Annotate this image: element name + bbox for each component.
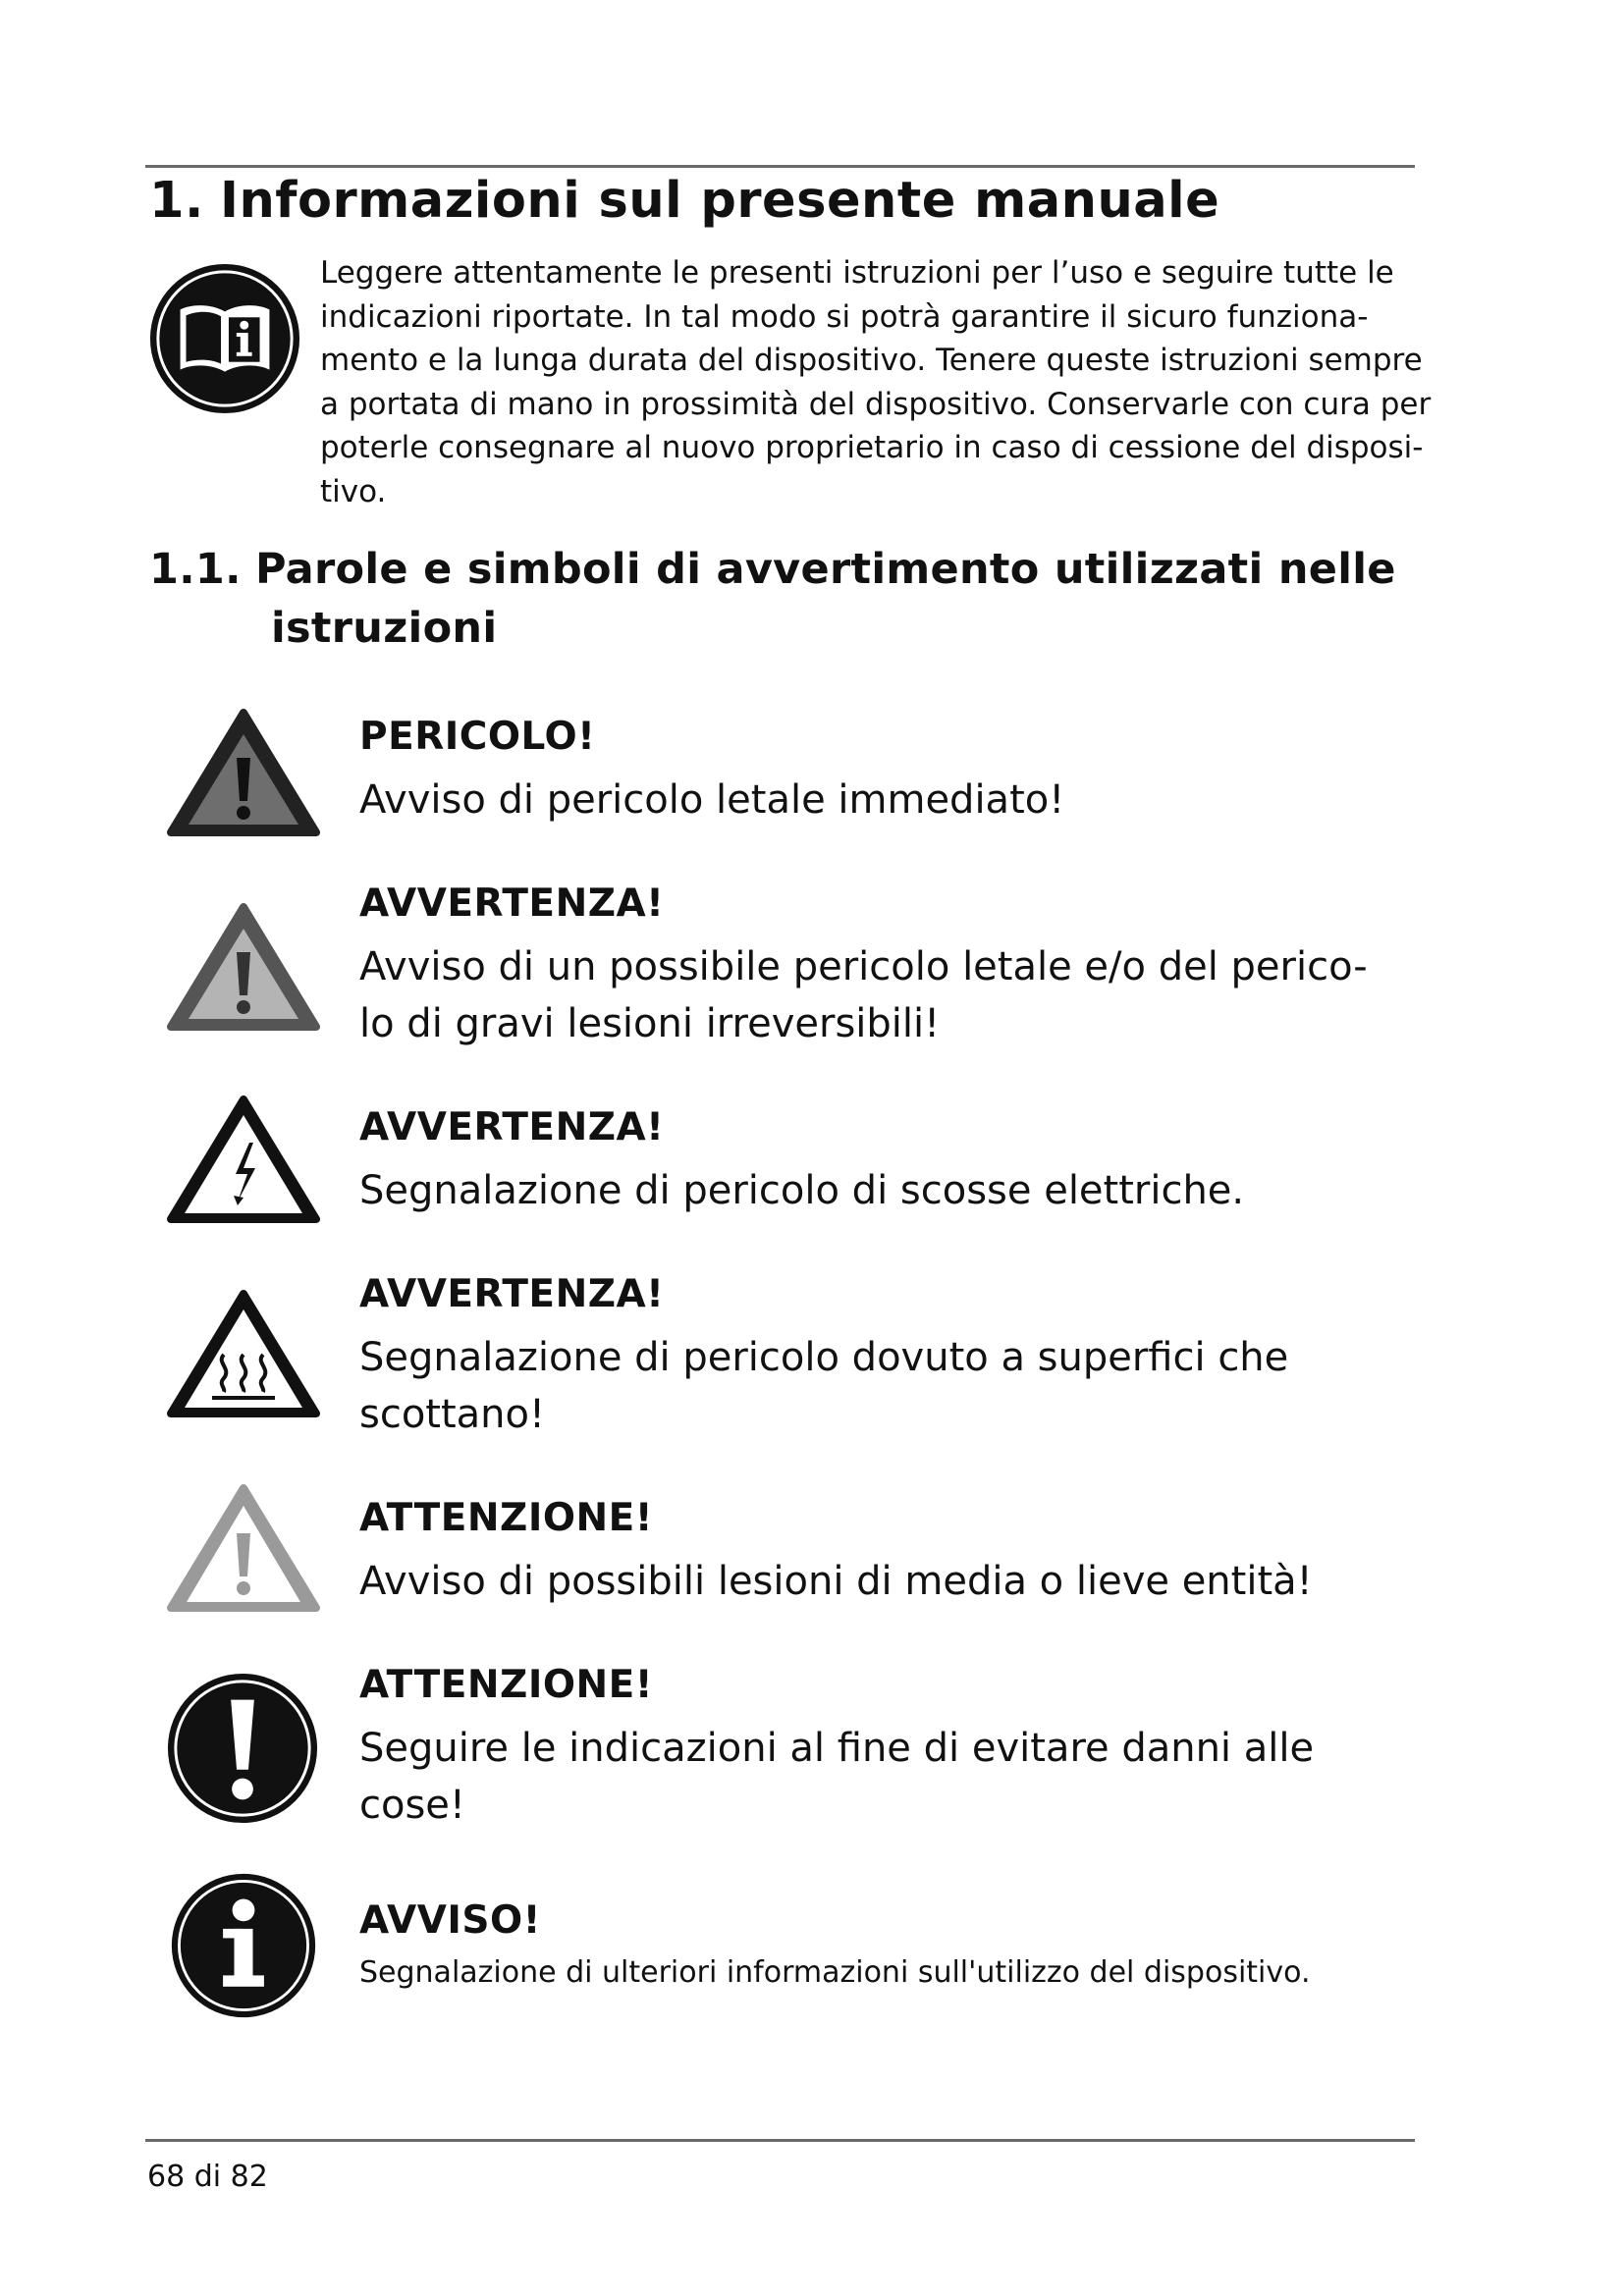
warning-description-line: scottano! — [359, 1392, 546, 1437]
warning-description-line: lo di gravi lesioni irreversibili! — [359, 1001, 941, 1046]
intro-line: Leggere attentamente le presenti istruzioni per l’uso e seguire tutte le — [320, 255, 1394, 291]
warning-description-line: Seguire le indicazioni al fine di evitare danni alle — [359, 1726, 1315, 1771]
warning-title: ATTENZIONE! — [359, 1496, 654, 1540]
section-heading — [149, 172, 1219, 230]
warning-title: ATTENZIONE! — [359, 1663, 654, 1707]
subsection-title-line2: istruzioni — [271, 604, 498, 653]
warning-description-line: Avviso di pericolo letale immediato! — [359, 777, 1065, 823]
danger-triangle-icon — [165, 705, 322, 842]
warning-description-line: Segnalazione di pericolo dovuto a superfici che — [359, 1335, 1289, 1380]
page-number: 68 di 82 — [147, 2160, 268, 2194]
intro-line: mento e la lunga durata del dispositivo. Tenere queste istruzioni sempre — [320, 343, 1423, 378]
subsection-heading — [149, 540, 1396, 658]
warning-description-line: Segnalazione di ulteriori informazioni sull'utilizzo del dispositivo. — [359, 1955, 1311, 1990]
electric-shock-icon — [165, 1092, 322, 1229]
intro-line: a portata di mano in prossimità del dispositivo. Conservarle con cura per — [320, 386, 1432, 422]
subsection-number: 1.1. — [149, 545, 242, 594]
warning-description-line: cose! — [359, 1783, 465, 1828]
hot-surface-icon — [165, 1286, 322, 1423]
bottom-rule — [145, 2139, 1415, 2142]
intro-line: tivo. — [320, 473, 387, 509]
warning-description — [359, 1162, 1430, 1219]
intro-paragraph — [320, 251, 1432, 513]
warning-description-line: Segnalazione di pericolo di scosse elettriche. — [359, 1168, 1245, 1213]
warning-description-line: Avviso di possibili lesioni di media o lieve entità! — [359, 1559, 1313, 1604]
section-number: 1. — [149, 172, 204, 230]
section-title: Informazioni sul presente manuale — [220, 172, 1220, 230]
warning-title: AVVERTENZA! — [359, 1272, 665, 1316]
warning-title: AVVISO! — [359, 1898, 541, 1943]
warning-triangle-icon — [165, 899, 322, 1037]
warning-title: AVVERTENZA! — [359, 881, 665, 926]
warning-description — [359, 772, 1430, 828]
caution-triangle-icon — [165, 1480, 322, 1618]
intro-line: indicazioni riportate. In tal modo si potrà garantire il sicuro funziona- — [320, 298, 1369, 335]
warning-title: AVVERTENZA! — [359, 1105, 665, 1149]
intro-line: poterle consegnare al nuovo proprietario in caso di cessione del disposi- — [320, 430, 1424, 465]
warning-description-line: Avviso di un possibile pericolo letale e/o del perico- — [359, 944, 1368, 989]
warning-description — [359, 938, 1430, 1052]
manual-info-icon — [147, 261, 302, 416]
warning-description — [359, 1329, 1430, 1443]
warning-description — [359, 1553, 1430, 1610]
exclamation-circle-icon — [165, 1671, 320, 1826]
warning-description — [359, 1720, 1430, 1834]
top-rule — [145, 165, 1415, 168]
warning-description — [359, 1953, 1430, 1993]
subsection-title-line1: Parole e simboli di avvertimento utilizzati nelle — [255, 545, 1396, 594]
warning-title: PERICOLO! — [359, 715, 596, 759]
info-circle-icon — [169, 1871, 318, 2020]
